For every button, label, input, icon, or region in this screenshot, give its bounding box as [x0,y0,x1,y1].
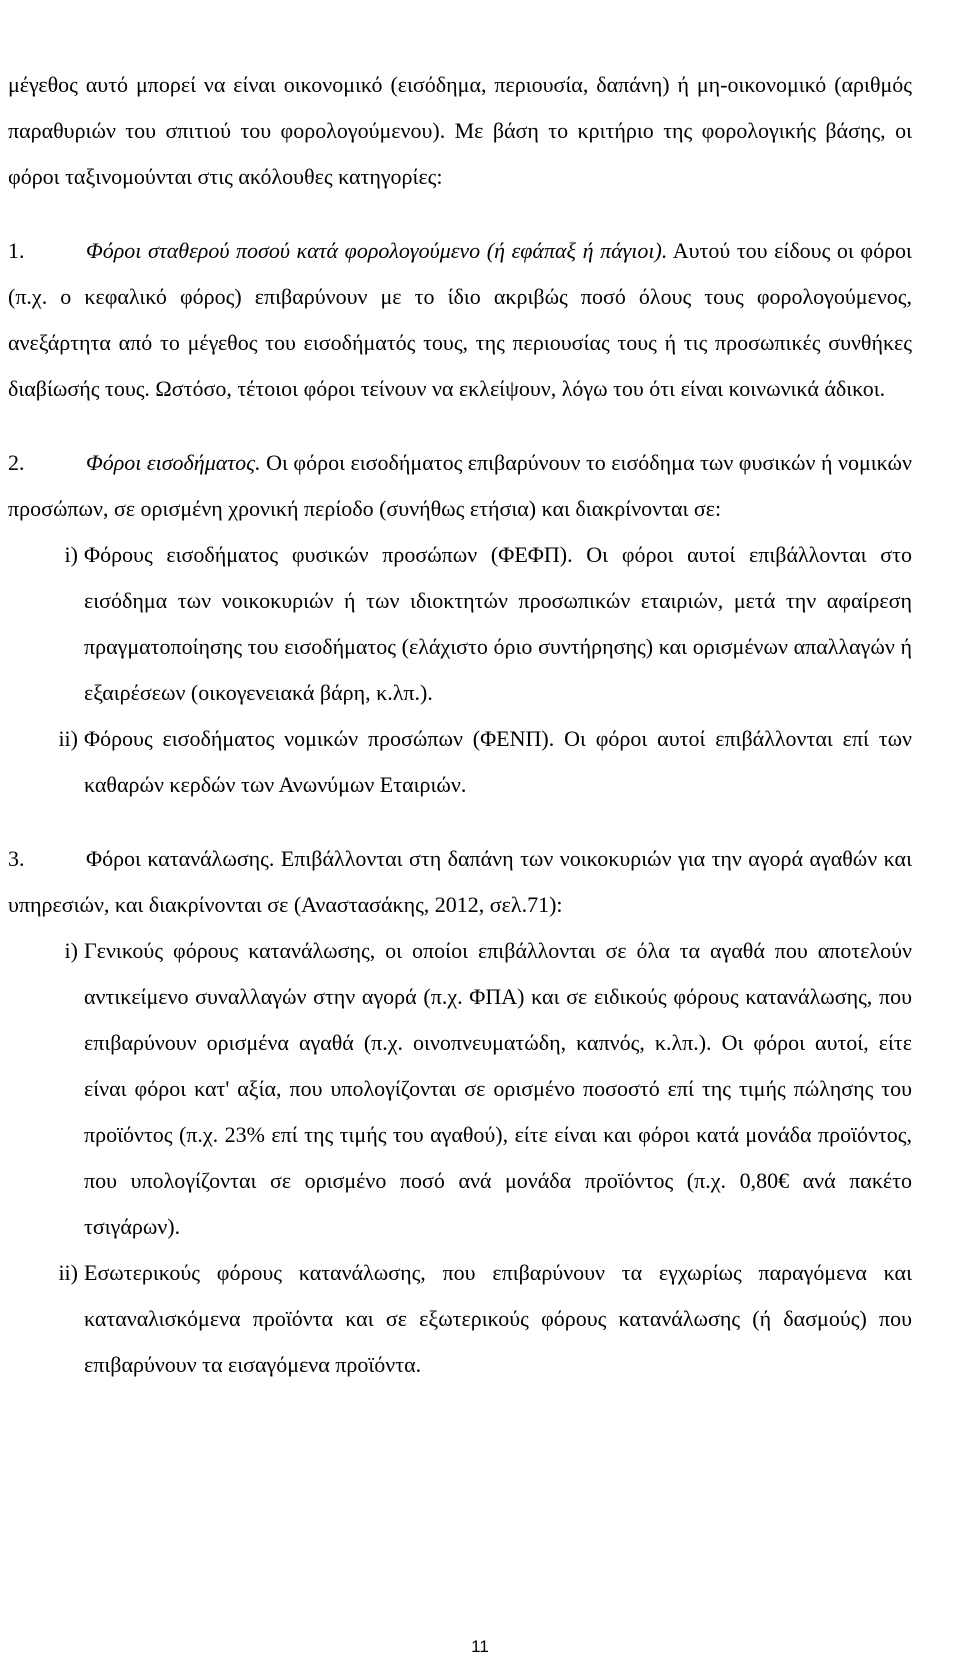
section-3-number: 3. [8,846,25,871]
spacer [8,200,912,228]
section-3-item-1 [8,928,912,1250]
section-3-item-2 [8,1250,912,1388]
section-1-number: 1. [8,238,25,263]
list-item-label: i) [64,542,78,567]
section-1-title: Φόροι σταθερού ποσού κατά φορολογούμενο (ή εφάπαξ ή πάγιοι). [86,238,668,263]
section-2-item-1 [8,532,912,716]
intro-paragraph: μέγεθος αυτό μπορεί να είναι οικονομικό (εισόδημα, περιουσία, δαπάνη) ή μη-οικονομικό (αριθμός παραθυριών του σπιτιού του φορολογούμενου). Με βάση το κριτήριο της φορολογικής βάσης, οι φόροι ταξινομούνται στις ακόλουθες κατηγορίες: [8,72,912,189]
spacer [8,412,912,440]
list-item-text: Φόρους εισοδήματος νομικών προσώπων (ΦΕΝΠ). Οι φόροι αυτοί επιβάλλονται επί των καθαρών κερδών των Ανωνύμων Εταιριών. [84,726,912,797]
list-item-text: Εσωτερικούς φόρους κατανάλωσης, που επιβαρύνουν τα εγχωρίως παραγόμενα και καταναλισκόμενα προϊόντα και σε εξωτερικούς φόρους κατανάλωσης (ή δασμούς) που επιβαρύνουν τα εισαγόμενα προϊόντα. [84,1260,912,1377]
section-2-title: Φόροι εισοδήματος. [86,450,261,475]
section-2-number: 2. [8,450,25,475]
list-item-label: ii) [58,726,78,751]
section-1-paragraph [8,228,912,412]
list-item-text: Φόρους εισοδήματος φυσικών προσώπων (ΦΕΦΠ). Οι φόροι αυτοί επιβάλλονται στο εισόδημα των νοικοκυριών ή των ιδιοκτητών προσωπικών εταιριών, μετά την αφαίρεση πραγματοποίησης του εισοδήματος (ελάχιστο όριο συντήρησης) και ορισμένων απαλλαγών ή εξαιρέσεων (οικογενειακά βάρη, κ.λπ.). [84,542,912,705]
page-number: 11 [471,1637,489,1656]
list-item-label: ii) [58,1260,78,1285]
section-1-text: Αυτού του είδους οι φόροι (π.χ. ο κεφαλικό φόρος) επιβαρύνουν με το ίδιο ακριβώς ποσό όλους τους φορολογούμενος, ανεξάρτητα από το μέγεθος του εισοδήματός τους, της περιουσίας τους ή τις προσωπικές συνθήκες διαβίωσής τους. Ωστόσο, τέτοιοι φόροι τείνουν να εκλείψουν, λόγω του ότι είναι κοινωνικά άδικοι. [8,238,912,401]
section-2-item-2 [8,716,912,808]
section-3-text: Επιβάλλονται στη δαπάνη των νοικοκυριών για την αγορά αγαθών και υπηρεσιών, και διακρίνονται σε (Αναστασάκης, 2012, σελ.71): [8,846,912,917]
document-page [8,62,912,1388]
spacer [8,808,912,836]
section-3-title: Φόροι κατανάλωσης. [86,846,275,871]
list-item-label: i) [64,938,78,963]
section-3-paragraph [8,836,912,928]
section-2-text: Οι φόροι εισοδήματος επιβαρύνουν το εισόδημα των φυσικών ή νομικών προσώπων, σε ορισμένη χρονική περίοδο (συνήθως ετήσια) και διακρίνονται σε: [8,450,912,521]
section-2-paragraph [8,440,912,532]
list-item-text: Γενικούς φόρους κατανάλωσης, οι οποίοι επιβάλλονται σε όλα τα αγαθά που αποτελούν αντικείμενο συναλλαγών στην αγορά (π.χ. ΦΠΑ) και σε ειδικούς φόρους κατανάλωσης, που επιβαρύνουν ορισμένα αγαθά (π.χ. οινοπνευματώδη, καπνός, κ.λπ.). Οι φόροι αυτοί, είτε είναι φόροι κατ' αξία, που υπολογίζονται σε ορισμένο ποσοστό επί της τιμής πώλησης του προϊόντος (π.χ. 23% επί της τιμής του αγαθού), είτε είναι και φόροι κατά μονάδα προϊόντος, που υπολογίζονται σε ορισμένο ποσό ανά μονάδα προϊόντος (π.χ. 0,80€ ανά πακέτο τσιγάρων). [84,938,912,1239]
